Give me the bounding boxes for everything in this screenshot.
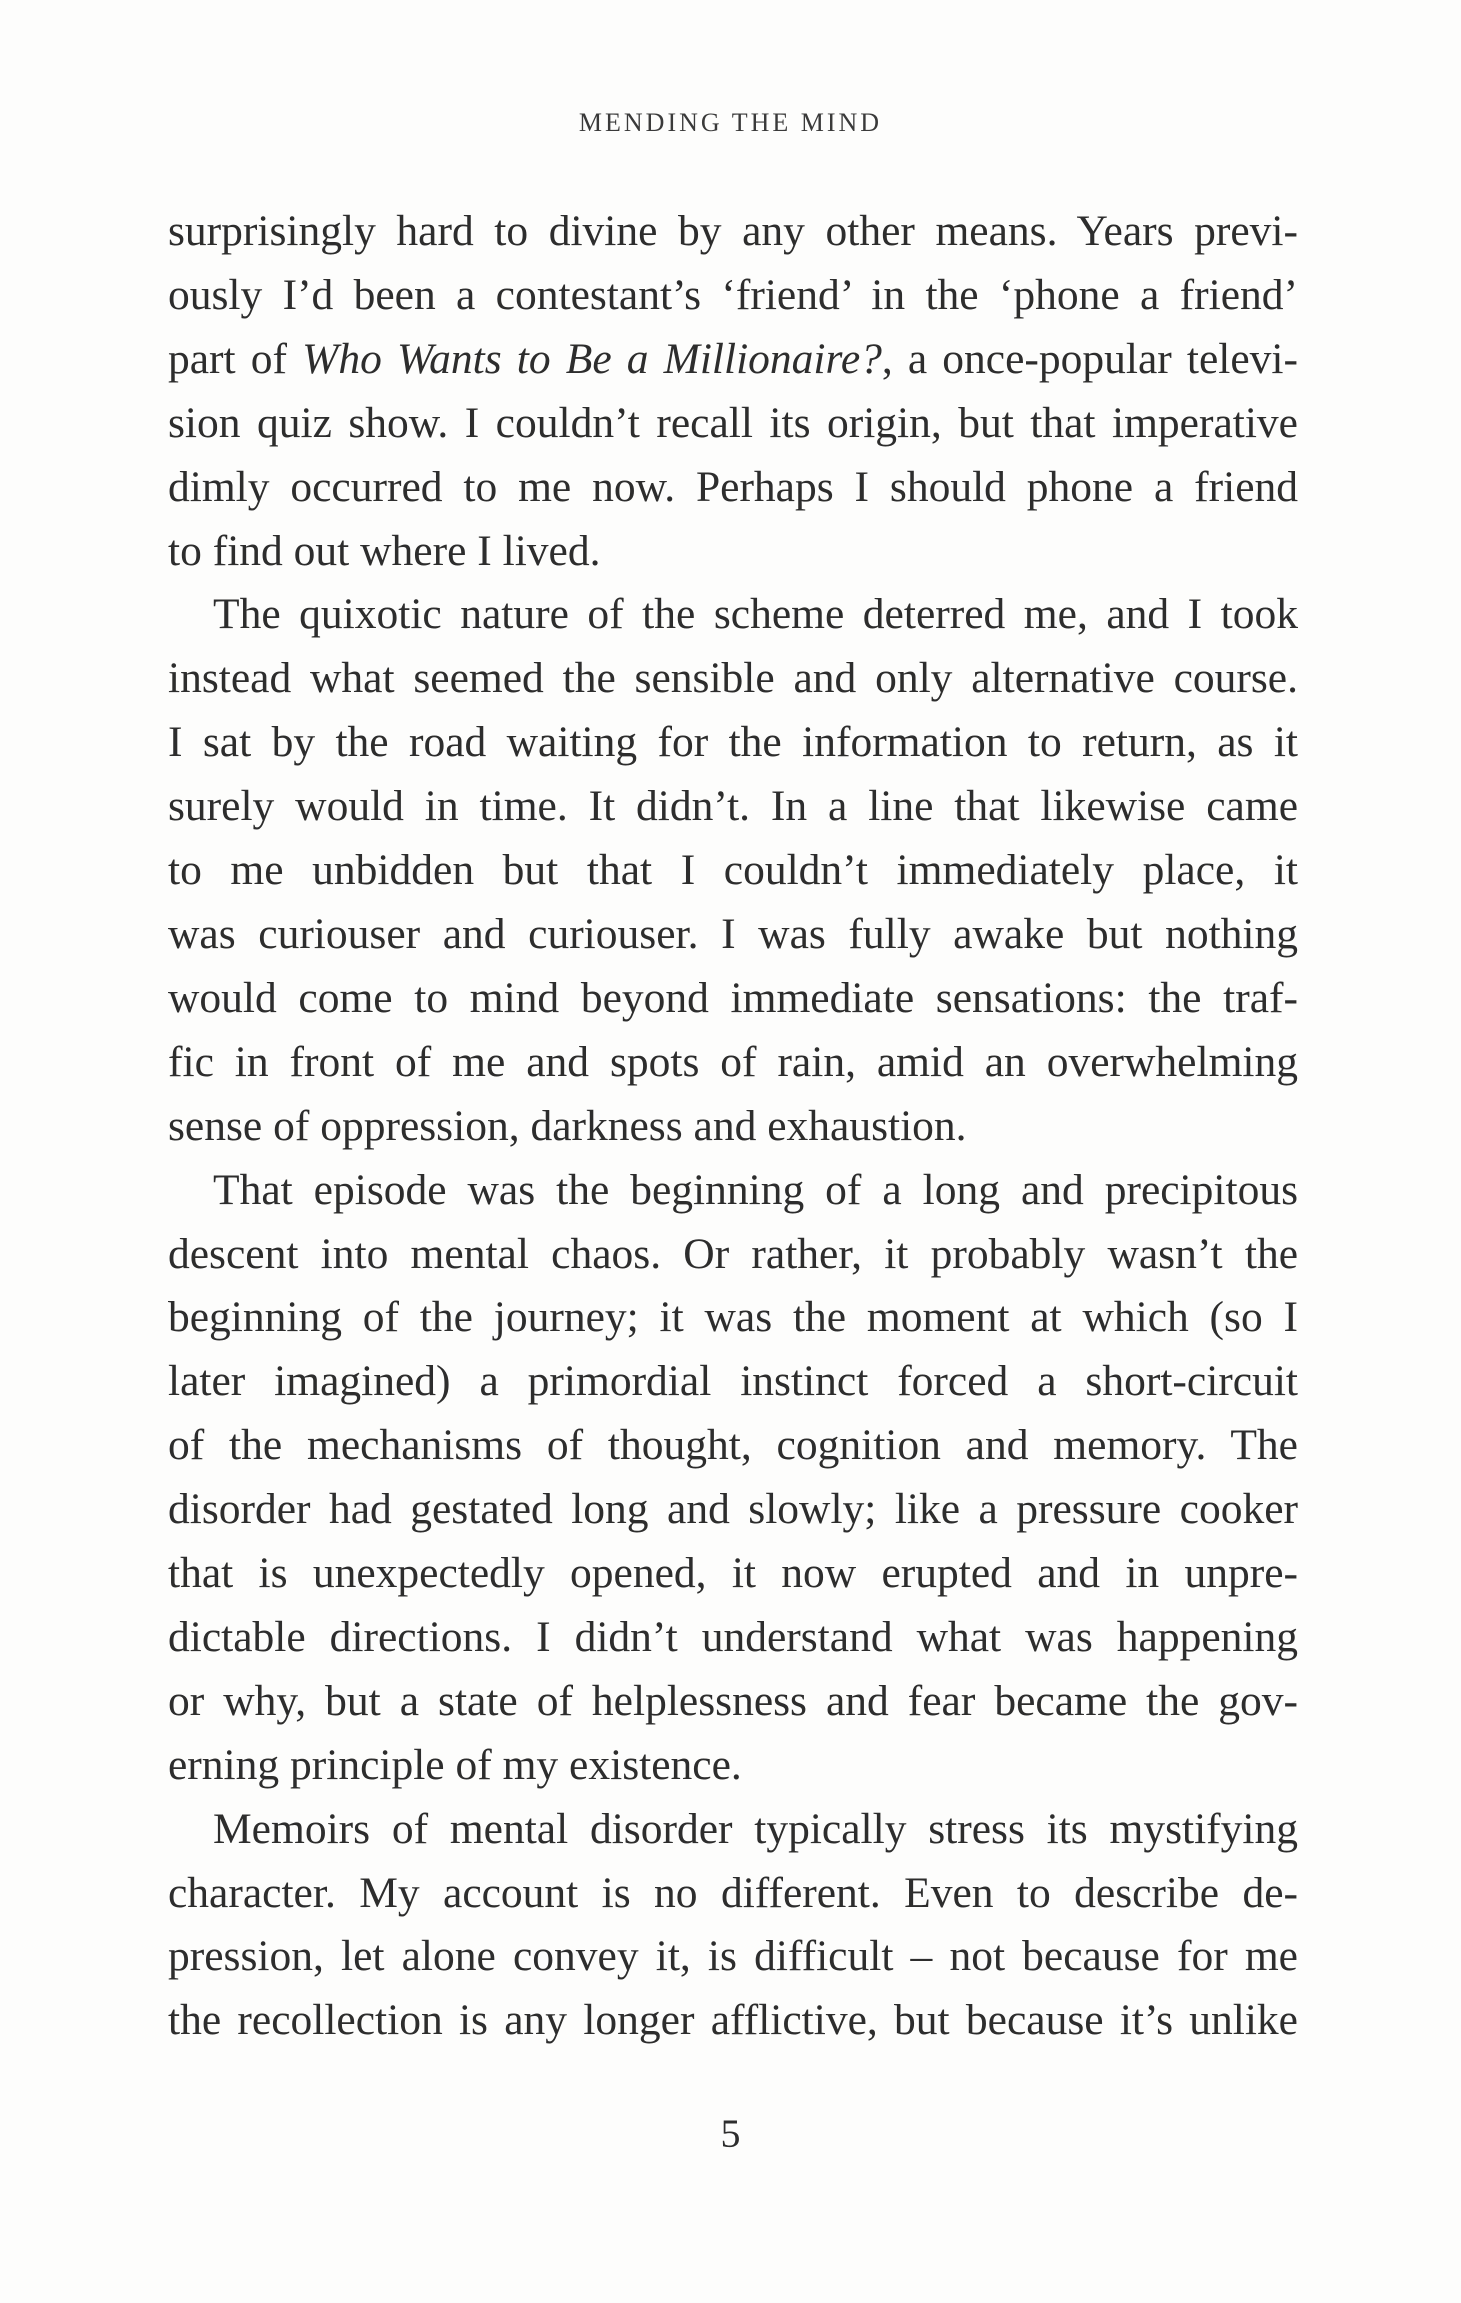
text-line: of the mechanisms of thought, cognition and memory. The <box>168 1421 1298 1470</box>
text-run: , a once-popular televi- <box>881 334 1298 383</box>
paragraph <box>168 1798 1298 2054</box>
text-line: sion quiz show. I couldn’t recall its origin, but that imperative <box>168 398 1298 447</box>
text-line: dimly occurred to me now. Perhaps I should phone a friend <box>168 462 1298 511</box>
book-title-italic: Who Wants to Be a Millionaire? <box>302 334 882 383</box>
running-head: MENDING THE MIND <box>578 108 883 137</box>
text-line: to me unbidden but that I couldn’t immediately place, it <box>168 846 1298 895</box>
text-line: descent into mental chaos. Or rather, it probably wasn’t the <box>168 1229 1298 1278</box>
text-line: later imagined) a primordial instinct forced a short-circuit <box>168 1357 1298 1406</box>
text-line: the recollection is any longer afflictive, but because it’s unlike <box>168 1996 1298 2045</box>
text-line: was curiouser and curiouser. I was fully awake but nothing <box>168 909 1298 958</box>
paragraph <box>168 200 1298 583</box>
body-text <box>168 200 1298 2053</box>
text-line: or why, but a state of helplessness and fear became the gov- <box>168 1676 1298 1725</box>
text-line: instead what seemed the sensible and only alternative course. <box>168 654 1298 703</box>
text-line: disorder had gestated long and slowly; like a pressure cooker <box>168 1485 1298 1534</box>
text-line: That episode was the beginning of a long and precipitous <box>213 1165 1298 1214</box>
text-line: surely would in time. It didn’t. In a line that likewise came <box>168 782 1298 831</box>
paragraph <box>168 583 1298 1158</box>
text-line: surprisingly hard to divine by any other means. Years previ- <box>168 207 1298 255</box>
text-line: I sat by the road waiting for the information to return, as it <box>168 718 1298 767</box>
text-line: pression, let alone convey it, is difficult – not because for me <box>168 1932 1298 1981</box>
text-line: beginning of the journey; it was the moment at which (so I <box>168 1293 1298 1342</box>
text-line: The quixotic nature of the scheme deterred me, and I took <box>213 590 1298 639</box>
text-line: to find out where I lived. <box>168 526 601 575</box>
text-line: erning principle of my existence. <box>168 1740 742 1789</box>
text-line <box>168 328 1298 392</box>
text-line: character. My account is no different. Even to describe de- <box>168 1868 1298 1917</box>
text-line: Memoirs of mental disorder typically stress its mystifying <box>213 1804 1298 1853</box>
text-run: part of <box>168 334 303 383</box>
text-line: sense of oppression, darkness and exhaustion. <box>168 1101 967 1150</box>
text-line: fic in front of me and spots of rain, amid an overwhelming <box>168 1037 1298 1086</box>
page-number: 5 <box>720 2111 741 2156</box>
text-line: that is unexpectedly opened, it now erupted and in unpre- <box>168 1549 1298 1598</box>
text-line: dictable directions. I didn’t understand what was happening <box>168 1612 1298 1661</box>
text-line: would come to mind beyond immediate sensations: the traf- <box>168 973 1298 1022</box>
paragraph <box>168 1159 1298 1798</box>
text-line: ously I’d been a contestant’s ‘friend’ in the ‘phone a friend’ <box>168 270 1298 319</box>
